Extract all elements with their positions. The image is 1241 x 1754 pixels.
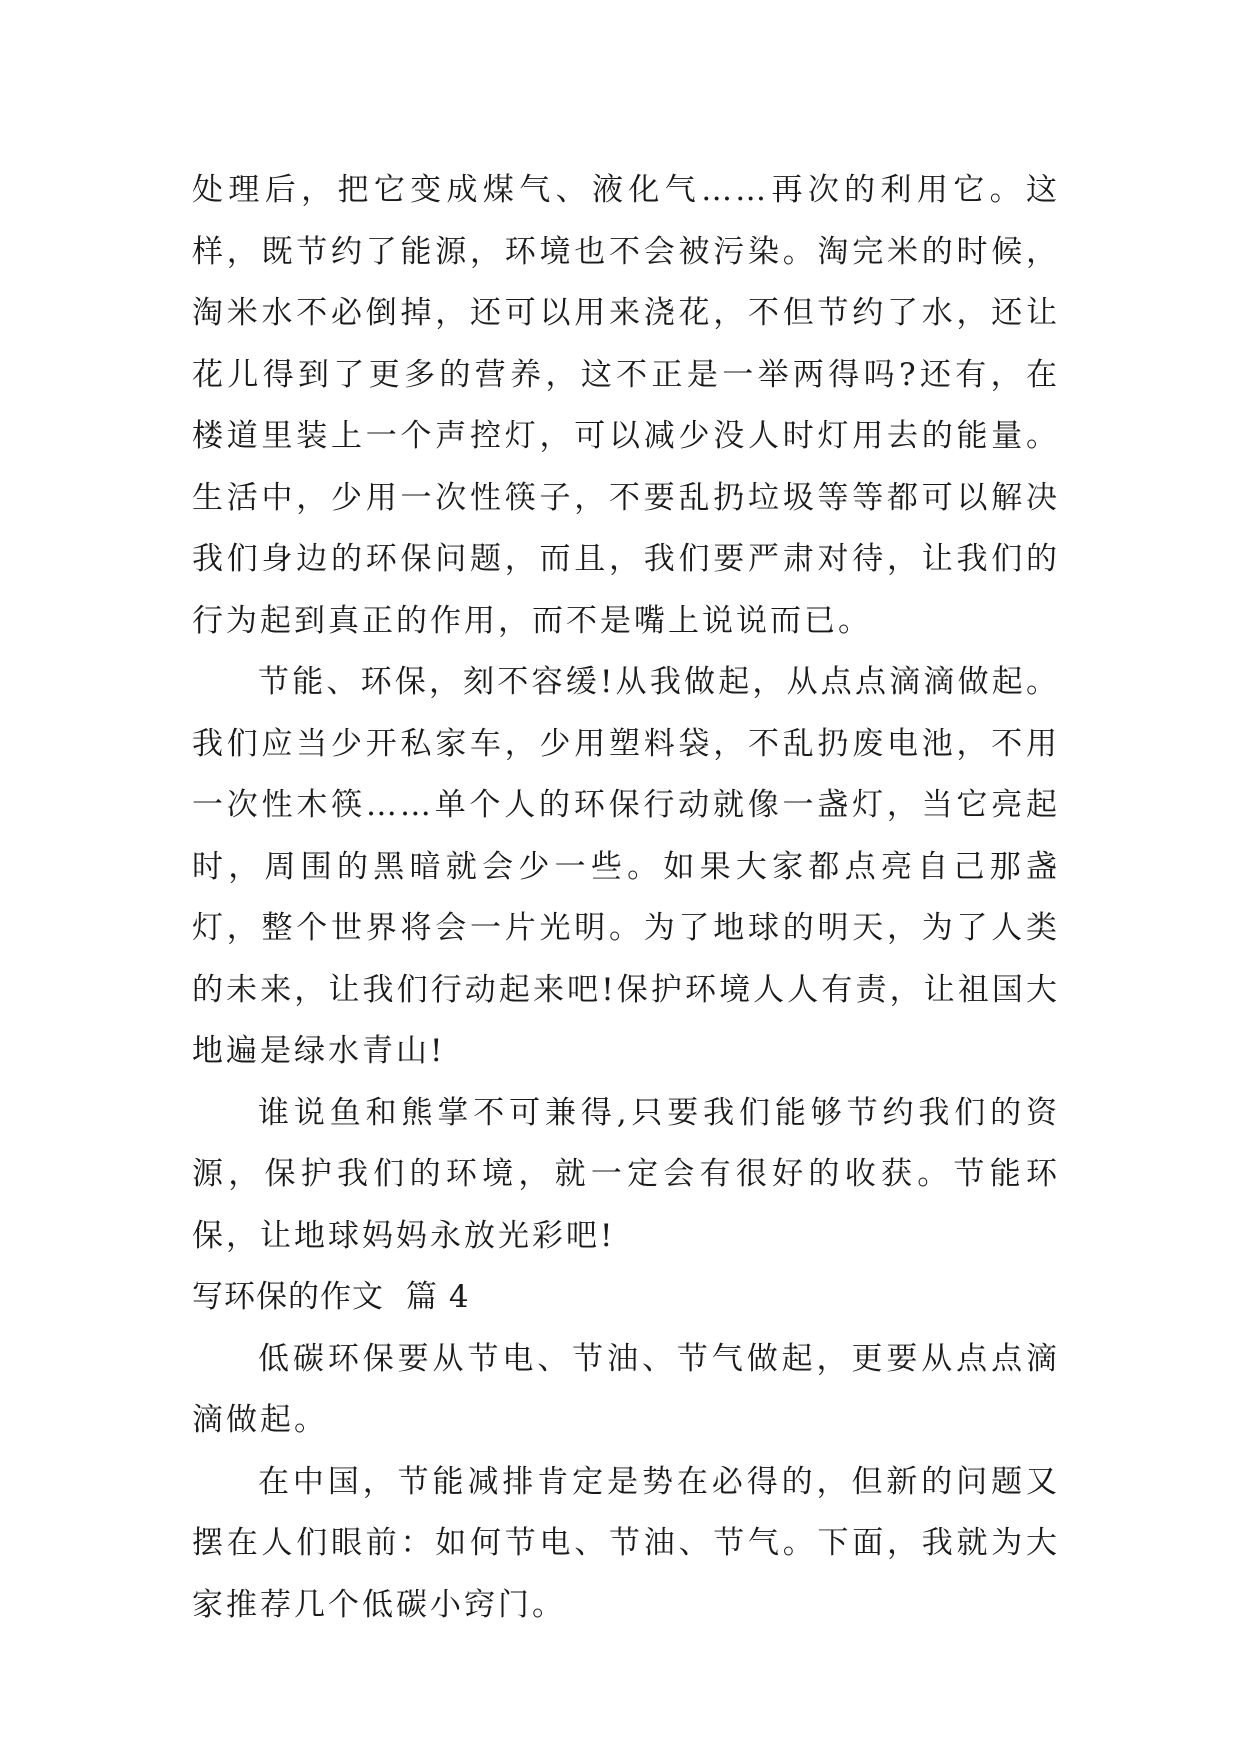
section-heading-number: 篇 4 — [406, 1279, 470, 1315]
paragraph-4: 低碳环保要从节电、节油、节气做起，更要从点点滴滴做起。 — [192, 1340, 1060, 1438]
paragraph-2: 节能、环保，刻不容缓!从我做起，从点点滴滴做起。我们应当少开私家车，少用塑料袋，不乱扔废电池，不用一次性木筷……单个人的环保行动就像一盏灯，当它亮起时，周围的黑暗就会少一些。如果大家都点亮自己那盏灯，整个世界将会一片光明。为了地球的明天，为了人类的未来，让我们行动起来吧!保护环境人人有责，让祖国大地遍是绿水青山! — [192, 664, 1060, 1069]
paragraph-5: 在中国，节能减排肯定是势在必得的，但新的问题又摆在人们眼前：如何节电、节油、节气。下面，我就为大家推荐几个低碳小窍门。 — [192, 1463, 1060, 1623]
section-heading — [192, 1267, 1060, 1329]
document-body — [192, 160, 1060, 1636]
section-heading-title: 写环保的作文 — [192, 1279, 384, 1315]
paragraph-3: 谁说鱼和熊掌不可兼得,只要我们能够节约我们的资源，保护我们的环境，就一定会有很好的收获。节能环保，让地球妈妈永放光彩吧! — [192, 1094, 1060, 1254]
paragraph-1: 处理后，把它变成煤气、液化气……再次的利用它。这样，既节约了能源，环境也不会被污染。淘完米的时候，淘米水不必倒掉，还可以用来浇花，不但节约了水，还让花儿得到了更多的营养，这不正是一举两得吗?还有，在楼道里装上一个声控灯，可以减少没人时灯用去的能量。生活中，少用一次性筷子，不要乱扔垃圾等等都可以解决我们身边的环保问题，而且，我们要严肃对待，让我们的行为起到真正的作用，而不是嘴上说说而已。 — [192, 172, 1060, 639]
